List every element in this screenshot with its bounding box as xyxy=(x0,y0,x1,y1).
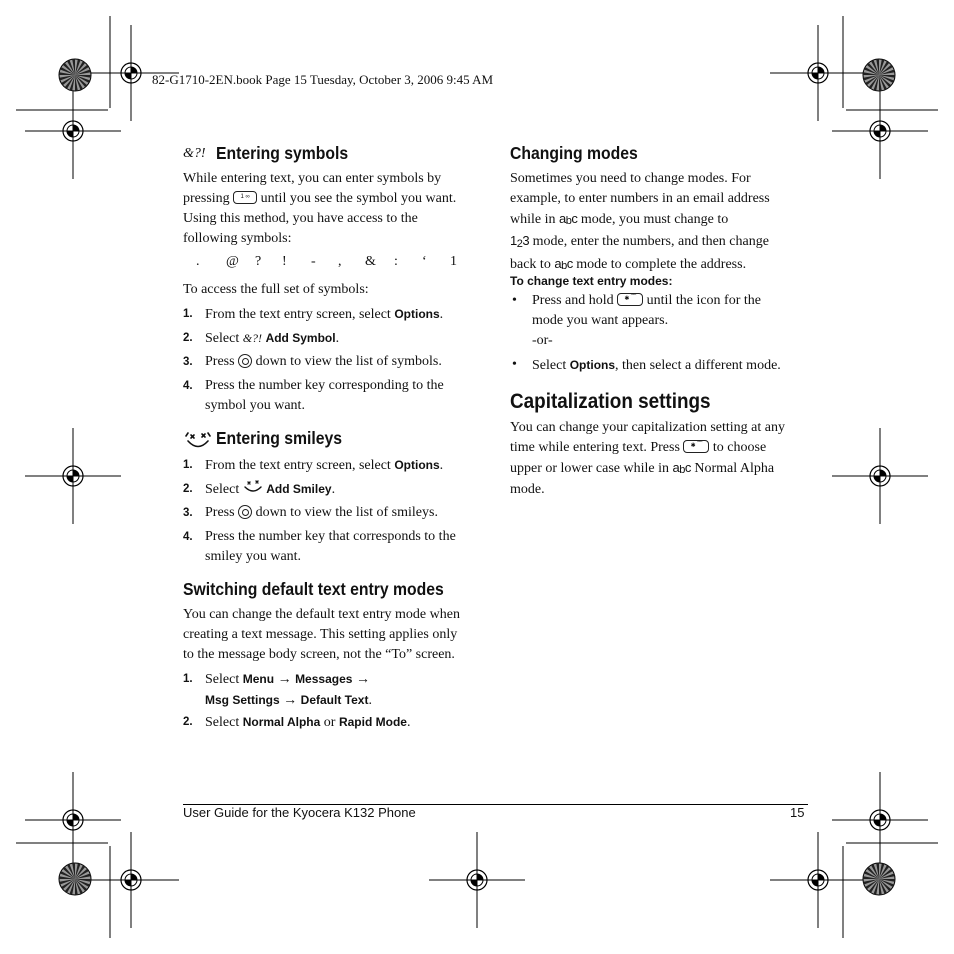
abc-mode-icon: $a_bc$ xyxy=(559,211,578,227)
registration-mark-icon xyxy=(83,832,179,928)
registration-mark-icon xyxy=(770,25,866,121)
navigation-key-icon xyxy=(238,505,252,519)
heading-switching-default-modes: Switching default text entry modes xyxy=(183,579,444,599)
print-header-stamp: 82-G1710-2EN.book Page 15 Tuesday, October 3, 2006 9:45 AM xyxy=(152,72,494,87)
color-target-icon xyxy=(863,863,895,895)
registration-mark-icon xyxy=(832,428,928,524)
registration-mark-icon xyxy=(25,428,121,524)
smiley-icon-inline xyxy=(243,479,263,495)
symbols-access-text: To access the full set of symbols: xyxy=(183,282,369,297)
footer-title: User Guide for the Kyocera K132 Phone xyxy=(183,805,416,820)
symbols-paragraph: While entering text, you can enter symbols by pressing 1 ∞ until you see the symbol you want. Using this method, you have access to the following symbols: xyxy=(183,171,457,246)
heading-capitalization-settings: Capitalization settings xyxy=(510,390,711,413)
registration-mark-icon xyxy=(770,832,866,928)
navigation-key-icon xyxy=(238,354,252,368)
star-key-icon: ✱ ⁀ xyxy=(617,293,643,306)
page-number: 15 xyxy=(790,805,805,820)
bullet-select-options: • Select Options, then select a different mode. xyxy=(512,357,781,373)
heading-changing-modes: Changing modes xyxy=(510,143,638,163)
color-target-icon xyxy=(863,59,895,91)
registration-mark-icon xyxy=(429,832,525,928)
star-key-icon: ✱ ⁀ xyxy=(683,440,709,453)
registration-mark-icon xyxy=(832,83,928,179)
key-1-icon: 1 ∞ xyxy=(233,191,257,204)
capitalization-paragraph: You can change your capitalization setting at any time while entering text. Press ✱ ⁀ to choose upper or lower case while in $a_bc$ Normal Alpha mode. xyxy=(510,420,785,497)
smiley-icon xyxy=(185,430,211,452)
symbol-icon: &?! xyxy=(183,146,206,161)
color-target-icon xyxy=(59,59,91,91)
symbol-icon-inline: &?! xyxy=(242,331,263,345)
subheading-change-text-entry-modes: To change text entry modes: xyxy=(510,274,673,288)
bullet-press-hold: • Press and hold ✱ ⁀ until the icon for the mode you want appears. -or- xyxy=(512,293,761,348)
abc-mode-icon: $a_bc$ xyxy=(554,256,573,272)
color-target-icon xyxy=(59,863,91,895)
changing-modes-paragraph: Sometimes you need to change modes. For example, to enter numbers in an email address while in $a_bc$ mode, you must change to $1_23$ mode, enter the numbers, and then change back to $a_bc$ mode to complete the address. xyxy=(510,171,770,272)
switching-paragraph: You can change the default text entry mode when creating a text message. This setting applies only to the message body screen, not the “To” screen. xyxy=(183,607,460,662)
abc-mode-icon: $a_bc$ xyxy=(672,460,691,476)
heading-entering-symbols: Entering symbols xyxy=(216,143,349,163)
123-mode-icon: $1_23$ xyxy=(510,233,530,250)
registration-mark-icon xyxy=(25,83,121,179)
registration-mark-icon xyxy=(25,772,121,868)
heading-entering-smileys: Entering smileys xyxy=(216,428,343,448)
registration-mark-icon xyxy=(832,772,928,868)
